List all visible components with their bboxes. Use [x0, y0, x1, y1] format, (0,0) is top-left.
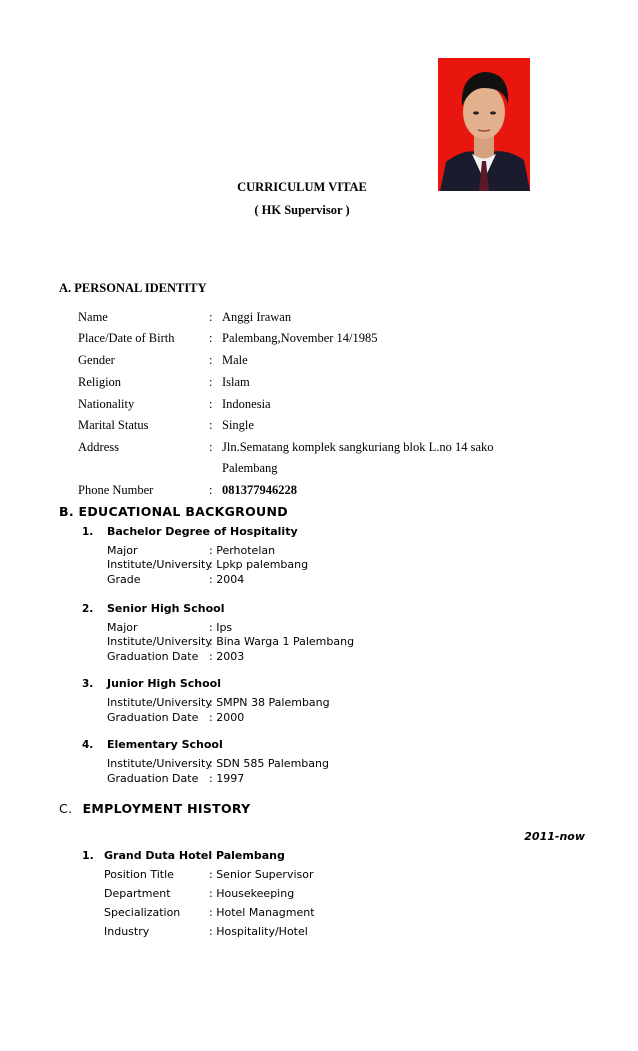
- personal-colon: :: [209, 440, 213, 454]
- personal-label: Religion: [78, 375, 122, 389]
- education-value: : Bina Warga 1 Palembang: [209, 635, 355, 648]
- personal-value: 081377946228: [222, 483, 297, 497]
- employment-value: : Housekeeping: [209, 887, 295, 900]
- employment-label: Position Title: [104, 868, 174, 881]
- employment-label: Specialization: [104, 906, 181, 919]
- personal-colon: :: [209, 310, 213, 324]
- personal-label: Gender: [78, 353, 115, 367]
- personal-value: Single: [222, 418, 254, 432]
- personal-colon: :: [209, 483, 213, 497]
- personal-label: Name: [78, 310, 108, 324]
- education-label: Graduation Date: [107, 772, 199, 785]
- section-personal-heading: A. PERSONAL IDENTITY: [59, 281, 207, 295]
- personal-value: Anggi Irawan: [222, 310, 292, 324]
- list-number: 3.: [82, 678, 94, 690]
- education-value: : 2004: [209, 573, 245, 586]
- personal-label: Place/Date of Birth: [78, 331, 175, 345]
- personal-colon: :: [209, 397, 213, 411]
- section-letter: C.: [59, 801, 73, 816]
- list-number: 1.: [82, 849, 94, 862]
- section-employment-heading: [59, 801, 250, 816]
- personal-value: Palembang: [222, 461, 278, 475]
- education-label: Major: [107, 621, 138, 634]
- profile-photo: [438, 58, 530, 191]
- education-value: : 2003: [209, 650, 245, 663]
- list-number: 2.: [82, 603, 94, 615]
- personal-value: Islam: [222, 375, 250, 389]
- education-label: Institute/University: [107, 558, 212, 571]
- education-value: : 2000: [209, 711, 245, 724]
- personal-value: Palembang,November 14/1985: [222, 331, 378, 345]
- education-title: Elementary School: [107, 738, 223, 751]
- education-label: Graduation Date: [107, 711, 199, 724]
- personal-label: Marital Status: [78, 418, 149, 432]
- section-education-heading: B. EDUCATIONAL BACKGROUND: [59, 504, 288, 519]
- employment-value: : Senior Supervisor: [209, 868, 314, 881]
- personal-value: Male: [222, 353, 248, 367]
- education-value: : SDN 585 Palembang: [209, 757, 329, 770]
- list-number: 4.: [82, 739, 94, 751]
- education-label: Graduation Date: [107, 650, 199, 663]
- personal-colon: :: [209, 353, 213, 367]
- education-title: Bachelor Degree of Hospitality: [107, 525, 298, 538]
- personal-label: Phone Number: [78, 483, 154, 497]
- education-value: : Ips: [209, 621, 233, 634]
- education-value: : SMPN 38 Palembang: [209, 696, 330, 709]
- personal-colon: :: [209, 418, 213, 432]
- education-value: : 1997: [209, 772, 245, 785]
- personal-value: Jln.Sematang komplek sangkuriang blok L.no 14 sako: [222, 440, 494, 454]
- education-value: : Lpkp palembang: [209, 558, 309, 571]
- document-title: CURRICULUM VITAE: [237, 180, 367, 194]
- personal-colon: :: [209, 375, 213, 389]
- employment-label: Industry: [104, 925, 150, 938]
- education-label: Grade: [107, 573, 141, 586]
- personal-label: Address: [78, 440, 119, 454]
- list-number: 1.: [82, 526, 94, 538]
- document-subtitle: ( HK Supervisor ): [254, 203, 350, 217]
- education-title: Senior High School: [107, 602, 225, 615]
- employment-value: : Hospitality/Hotel: [209, 925, 308, 938]
- education-label: Institute/University: [107, 696, 212, 709]
- employment-company: Grand Duta Hotel Palembang: [104, 849, 285, 862]
- employment-date: 2011-now: [524, 830, 585, 843]
- education-label: Major: [107, 544, 138, 557]
- education-value: : Perhotelan: [209, 544, 276, 557]
- personal-value: Indonesia: [222, 397, 271, 411]
- personal-label: Nationality: [78, 397, 135, 411]
- education-title: Junior High School: [107, 677, 222, 690]
- section-title: EMPLOYMENT HISTORY: [82, 801, 251, 816]
- education-label: Institute/University: [107, 635, 212, 648]
- personal-colon: :: [209, 331, 213, 345]
- employment-label: Department: [104, 887, 171, 900]
- education-label: Institute/University: [107, 757, 212, 770]
- employment-value: : Hotel Managment: [209, 906, 315, 919]
